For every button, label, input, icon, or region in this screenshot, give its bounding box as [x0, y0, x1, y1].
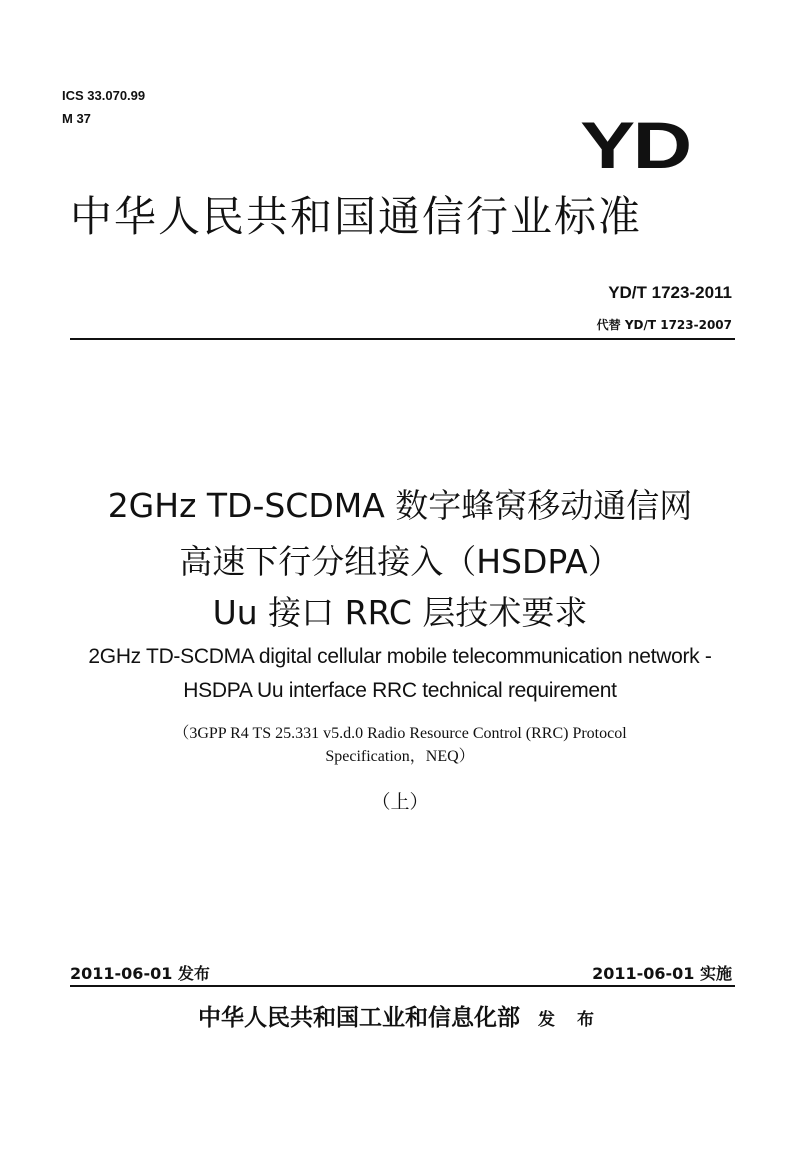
chinese-title-line-3: Uu 接口 RRC 层技术要求 — [212, 593, 588, 632]
volume-label: （上） — [371, 791, 429, 813]
ics-code: ICS 33.070.99 — [62, 88, 146, 103]
issue-date: 2011-06-01 发布 — [70, 964, 210, 983]
implementation-date: 2011-06-01 实施 — [592, 964, 732, 983]
standard-category-title: 中华人民共和国通信行业标准 — [70, 192, 643, 241]
yd-logo: YD — [580, 108, 690, 182]
relation-line-1: （3GPP R4 TS 25.331 v5.d.0 Radio Resource Control (RRC) Protocol — [173, 725, 627, 742]
chinese-title-line-2: 高速下行分组接入（HSDPA） — [179, 542, 621, 581]
top-divider — [70, 338, 735, 340]
english-title-line-2: HSDPA Uu interface RRC technical requirement — [183, 679, 617, 702]
publisher-line — [0, 999, 800, 1032]
publisher-suffix: 发 布 — [538, 1010, 602, 1030]
bottom-divider — [70, 985, 735, 987]
publisher-name: 中华人民共和国工业和信息化部 — [198, 1004, 521, 1031]
chinese-title-line-1: 2GHz TD-SCDMA 数字蜂窝移动通信网 — [107, 486, 693, 525]
replaces-standard: 代替 YD/T 1723-2007 — [596, 318, 732, 332]
relation-line-2: Specification，NEQ） — [325, 748, 475, 765]
english-title-line-1: 2GHz TD-SCDMA digital cellular mobile telecommunication network - — [88, 645, 712, 668]
classification-code: M 37 — [62, 111, 91, 126]
standard-number: YD/T 1723-2011 — [608, 283, 732, 302]
